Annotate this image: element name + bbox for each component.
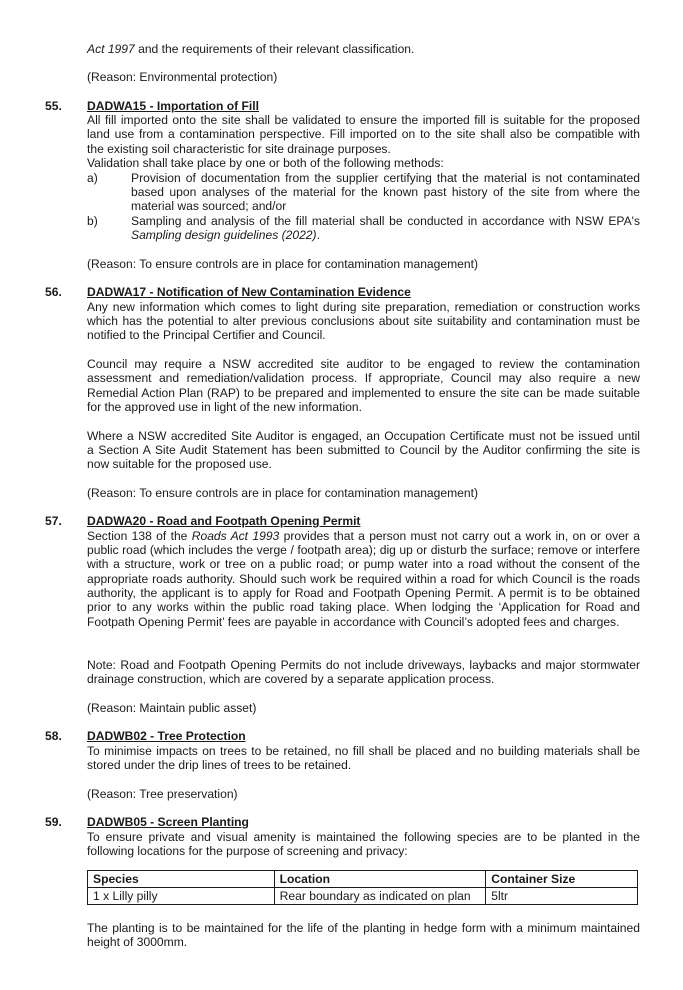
list-item-a-line: material was sourced; and/or	[131, 199, 287, 213]
list-item-b-line: Sampling design guidelines (2022).	[131, 228, 320, 242]
list-item-a-line: Provision of documentation from the supplier certifying that the material is not contaminated	[131, 171, 640, 185]
body-line: assessment and remediation/validation process. If appropriate, Council may also require a new	[87, 371, 640, 385]
body-line: the existing soil characteristic for site drainage purposes.	[87, 142, 391, 156]
body-line: height of 3000mm.	[87, 935, 188, 949]
table-row	[88, 888, 638, 905]
body-line: Footpath Opening Permit’ fees are payable in accordance with Council’s adopted fees and charges.	[87, 615, 620, 629]
list-label-a: a)	[87, 171, 98, 185]
body-line: Council may require a NSW accredited site auditor to be engaged to review the contamination	[87, 357, 640, 371]
condition-reason-58: (Reason: Tree preservation)	[87, 787, 238, 801]
table-header-cell: Container Size	[486, 871, 638, 888]
body-line: which has the potential to alter previous conclusions about site suitability and contamination must be	[87, 314, 640, 328]
body-line: now suitable for the proposed use.	[87, 457, 272, 471]
table-cell: 1 x Lilly pilly	[88, 888, 275, 905]
table-header-cell: Species	[88, 871, 275, 888]
condition-number-57: 57.	[45, 514, 62, 528]
body-line: authority, the applicant is to apply for Road and Footpath Opening Permit. A permit is to be obtained	[87, 586, 640, 600]
body-line: with a structure, work or tree on a public road; or pump water into a road without the consent of the	[87, 557, 640, 571]
condition-heading-59: DADWB05 - Screen Planting	[87, 815, 249, 829]
body-line: land use from a contamination perspective. Fill imported on to the site shall also be compatible with	[87, 127, 640, 141]
body-line: All fill imported onto the site shall be validated to ensure the imported fill is suitable for the proposed	[87, 113, 640, 127]
condition-number-58: 58.	[45, 729, 62, 743]
list-label-b: b)	[87, 214, 98, 228]
table-header-cell: Location	[274, 871, 486, 888]
body-line: Any new information which comes to light during site preparation, remediation or construction works	[87, 300, 640, 314]
intro-reason: (Reason: Environmental protection)	[87, 70, 278, 84]
condition-number-59: 59.	[45, 815, 62, 829]
condition-heading-56: DADWA17 - Notification of New Contamination Evidence	[87, 285, 411, 299]
body-line: To minimise impacts on trees to be retained, no fill shall be placed and no building materials shall be	[87, 744, 640, 758]
body-line: public road (which includes the verge / footpath area); dig up or disturb the surface; remove or interfere	[87, 543, 640, 557]
body-line: Section 138 of the Roads Act 1993 provides that a person must not carry out a work in, on or over a	[87, 529, 640, 543]
list-item-b-line: Sampling and analysis of the fill material shall be conducted in accordance with NSW EPA's	[131, 214, 640, 228]
body-line: prior to any works within the public road taking place. When lodging the ‘Application for Road and	[87, 600, 640, 614]
condition-number-56: 56.	[45, 285, 62, 299]
body-line: a Section A Site Audit Statement has been submitted to Council by the Auditor confirming the site is	[87, 443, 640, 457]
body-line: The planting is to be maintained for the life of the planting in hedge form with a minimum maintained	[87, 921, 640, 935]
body-line: appropriate roads authority. Should such work be required within a road for which Council is the roads	[87, 572, 640, 586]
condition-heading-58: DADWB02 - Tree Protection	[87, 729, 246, 743]
table-header-row	[88, 871, 638, 888]
body-line: To ensure private and visual amenity is maintained the following species are to be planted in the	[87, 830, 640, 844]
table-cell: 5ltr	[486, 888, 638, 905]
body-line: following locations for the purpose of screening and privacy:	[87, 844, 408, 858]
body-line: stored under the drip lines of trees to be retained.	[87, 758, 352, 772]
body-line: Where a NSW accredited Site Auditor is engaged, an Occupation Certificate must not be issued until	[87, 429, 640, 443]
condition-reason-57: (Reason: Maintain public asset)	[87, 701, 257, 715]
list-item-a-line: based upon analyses of the material for the known past history of the site from where the	[131, 185, 640, 199]
table-cell: Rear boundary as indicated on plan	[274, 888, 486, 905]
condition-reason-56: (Reason: To ensure controls are in place for contamination management)	[87, 486, 479, 500]
condition-reason-55: (Reason: To ensure controls are in place for contamination management)	[87, 257, 479, 271]
condition-heading-55: DADWA15 - Importation of Fill	[87, 99, 259, 113]
body-line: Validation shall take place by one or both of the following methods:	[87, 156, 444, 170]
note-line: drainage construction, which are covered by a separate application process.	[87, 672, 495, 686]
body-line: for the approved use in light of the new information.	[87, 400, 362, 414]
condition-number-55: 55.	[45, 99, 62, 113]
note-line: Note: Road and Footpath Opening Permits do not include driveways, laybacks and major stormwater	[87, 658, 640, 672]
body-line: notified to the Principal Certifier and Council.	[87, 328, 326, 342]
intro-line: Act 1997 and the requirements of their relevant classification.	[87, 42, 415, 56]
condition-heading-57: DADWA20 - Road and Footpath Opening Permit	[87, 514, 361, 528]
screen-planting-table	[87, 870, 638, 905]
body-line: Remedial Action Plan (RAP) to be prepared and implemented to ensure the site can be made suitable	[87, 386, 640, 400]
